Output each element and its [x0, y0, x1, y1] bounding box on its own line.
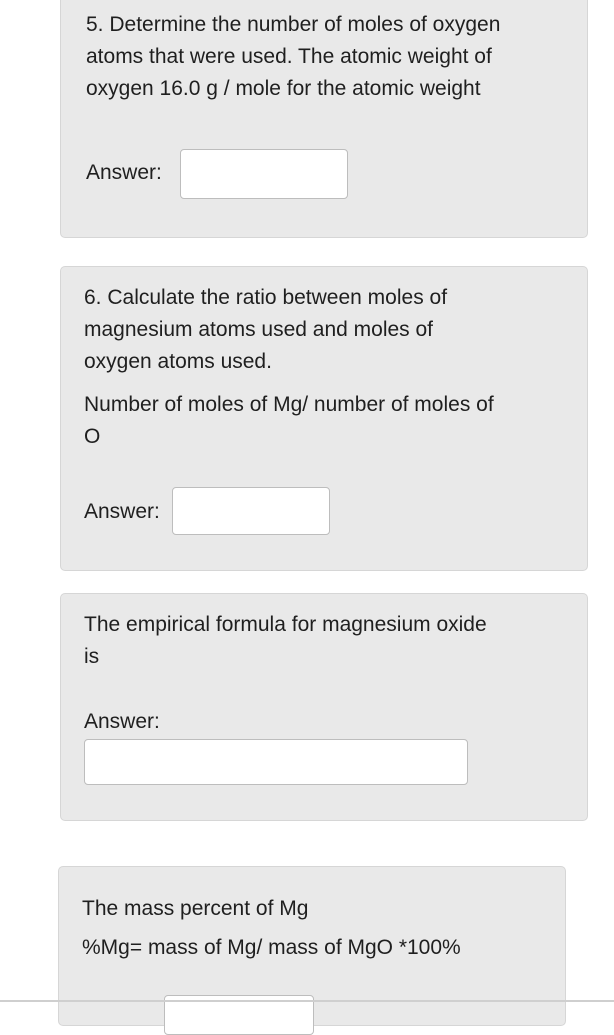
page-divider [0, 1000, 614, 1002]
question-6-subline: Number of moles of Mg/ number of moles of [84, 393, 494, 416]
question-6-subline: O [84, 425, 101, 448]
empirical-formula-card [60, 593, 588, 821]
question-6-subtext [84, 389, 574, 453]
question-5-line: oxygen 16.0 g / mole for the atomic weight [86, 77, 481, 100]
mass-percent-card [58, 866, 566, 1026]
question-5-answer-label: Answer: [86, 161, 162, 184]
question-6-answer-label: Answer: [84, 500, 160, 523]
question-6-text [84, 282, 574, 378]
question-5-text [86, 9, 576, 105]
mass-percent-formula: %Mg= mass of Mg/ mass of MgO *100% [82, 936, 461, 959]
mass-percent-subtext [82, 932, 552, 964]
question-6-line: oxygen atoms used. [84, 350, 272, 373]
empirical-formula-text [84, 609, 574, 673]
question-6-line: 6. Calculate the ratio between moles of [84, 286, 448, 309]
question-6-card [60, 266, 588, 571]
empirical-formula-line: is [84, 645, 100, 668]
mass-percent-text [82, 893, 552, 925]
empirical-formula-line: The empirical formula for magnesium oxide [84, 613, 487, 636]
empirical-formula-answer-input[interactable] [84, 739, 468, 785]
empirical-formula-answer-label: Answer: [84, 710, 160, 733]
question-6-line: magnesium atoms used and moles of [84, 318, 434, 341]
question-6-answer-input[interactable] [172, 487, 330, 535]
question-5-answer-input[interactable] [180, 149, 348, 199]
question-5-line: atoms that were used. The atomic weight of [86, 45, 492, 68]
question-5-line: 5. Determine the number of moles of oxygen [86, 13, 501, 36]
question-5-card [60, 0, 588, 238]
mass-percent-line: The mass percent of Mg [82, 897, 309, 920]
